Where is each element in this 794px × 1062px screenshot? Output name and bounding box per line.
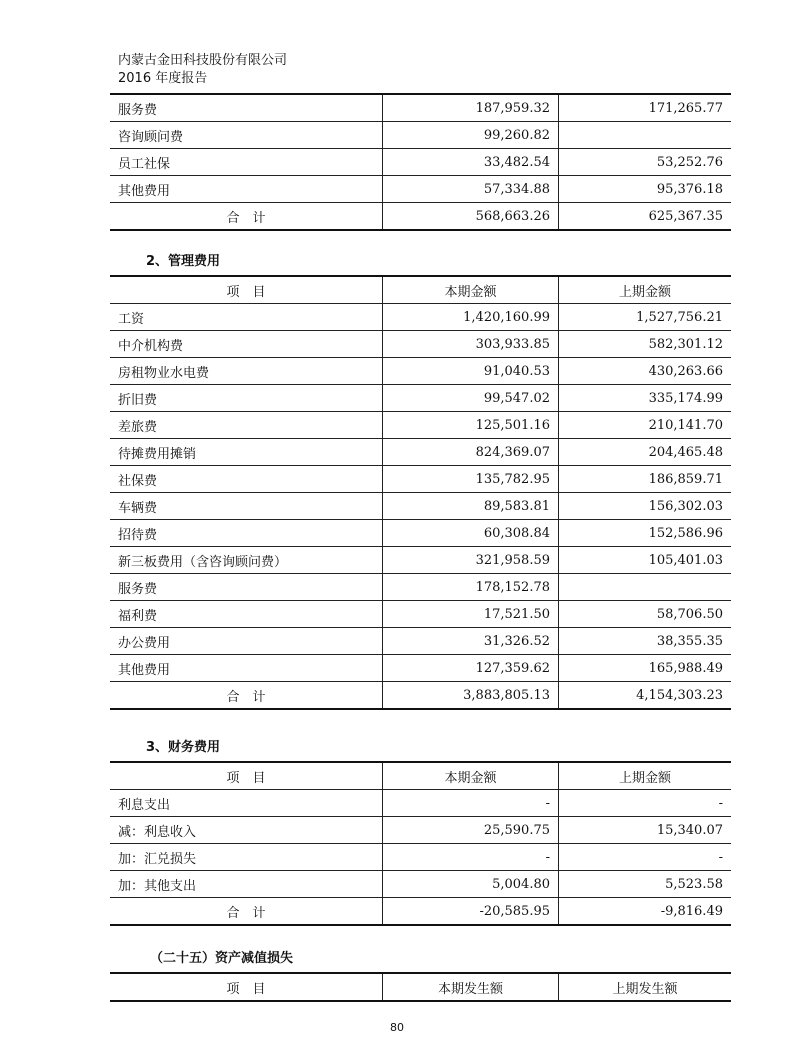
total-label: 合 计 — [110, 203, 383, 231]
prior-amount-cell: 1,527,756.21 — [559, 304, 732, 331]
item-cell: 员工社保 — [110, 149, 383, 176]
current-amount-cell: 25,590.75 — [383, 817, 559, 844]
current-amount-cell: 5,004.80 — [383, 871, 559, 898]
current-amount-cell: 187,959.32 — [383, 94, 559, 122]
header-item: 项 目 — [110, 973, 383, 1001]
table-row — [110, 331, 731, 358]
current-amount-cell: 31,326.52 — [383, 628, 559, 655]
table-row — [110, 149, 731, 176]
table-row — [110, 520, 731, 547]
report-title: 2016 年度报告 — [118, 71, 208, 86]
current-amount-cell: 91,040.53 — [383, 358, 559, 385]
prior-amount-cell: 152,586.96 — [559, 520, 732, 547]
item-cell: 房租物业水电费 — [110, 358, 383, 385]
total-label: 合 计 — [110, 898, 383, 926]
prior-amount-cell — [559, 574, 732, 601]
total-prior: -9,816.49 — [559, 898, 732, 926]
section-title-admin-expenses: 2、管理费用 — [146, 254, 221, 269]
header-prior: 上期金额 — [559, 762, 732, 790]
prior-amount-cell: 204,465.48 — [559, 439, 732, 466]
prior-amount-cell: 38,355.35 — [559, 628, 732, 655]
item-cell: 服务费 — [110, 94, 383, 122]
item-cell: 减：利息收入 — [110, 817, 383, 844]
current-amount-cell: 125,501.16 — [383, 412, 559, 439]
selling-expense-table — [110, 93, 731, 231]
header-current: 本期金额 — [383, 276, 559, 304]
prior-amount-cell: 210,141.70 — [559, 412, 732, 439]
current-amount-cell: 17,521.50 — [383, 601, 559, 628]
current-amount-cell: 824,369.07 — [383, 439, 559, 466]
prior-amount-cell: 156,302.03 — [559, 493, 732, 520]
current-amount-cell: 99,547.02 — [383, 385, 559, 412]
item-cell: 待摊费用摊销 — [110, 439, 383, 466]
prior-amount-cell: - — [559, 790, 732, 817]
current-amount-cell: 303,933.85 — [383, 331, 559, 358]
total-current: -20,585.95 — [383, 898, 559, 926]
table-row — [110, 176, 731, 203]
total-label: 合 计 — [110, 682, 383, 710]
table-row — [110, 547, 731, 574]
current-amount-cell: - — [383, 844, 559, 871]
page-header — [118, 52, 287, 88]
company-name: 内蒙古金田科技股份有限公司 — [118, 53, 288, 68]
item-cell: 加：汇兑损失 — [110, 844, 383, 871]
impairment-table — [110, 972, 731, 1002]
item-cell: 中介机构费 — [110, 331, 383, 358]
prior-amount-cell: 53,252.76 — [559, 149, 732, 176]
item-cell: 福利费 — [110, 601, 383, 628]
table-row — [110, 493, 731, 520]
item-cell: 新三板费用（含咨询顾问费） — [110, 547, 383, 574]
header-current: 本期发生额 — [383, 973, 559, 1001]
item-cell: 办公费用 — [110, 628, 383, 655]
item-cell: 其他费用 — [110, 176, 383, 203]
table-row — [110, 439, 731, 466]
table-row — [110, 466, 731, 493]
table-header-row — [110, 762, 731, 790]
current-amount-cell: 89,583.81 — [383, 493, 559, 520]
finance-expense-table — [110, 761, 731, 926]
current-amount-cell: - — [383, 790, 559, 817]
total-prior: 4,154,303.23 — [559, 682, 732, 710]
item-cell: 社保费 — [110, 466, 383, 493]
current-amount-cell: 1,420,160.99 — [383, 304, 559, 331]
current-amount-cell: 60,308.84 — [383, 520, 559, 547]
header-prior: 上期发生额 — [559, 973, 732, 1001]
current-amount-cell: 57,334.88 — [383, 176, 559, 203]
item-cell: 咨询顾问费 — [110, 122, 383, 149]
prior-amount-cell: 95,376.18 — [559, 176, 732, 203]
total-current: 3,883,805.13 — [383, 682, 559, 710]
table-row — [110, 601, 731, 628]
table-row — [110, 790, 731, 817]
table-row — [110, 871, 731, 898]
item-cell: 折旧费 — [110, 385, 383, 412]
table-header-row — [110, 973, 731, 1001]
table-row — [110, 122, 731, 149]
table-row — [110, 655, 731, 682]
total-current: 568,663.26 — [383, 203, 559, 231]
current-amount-cell: 99,260.82 — [383, 122, 559, 149]
header-item: 项 目 — [110, 762, 383, 790]
table-row — [110, 385, 731, 412]
current-amount-cell: 135,782.95 — [383, 466, 559, 493]
section-title-impairment-loss: （二十五）资产减值损失 — [150, 951, 294, 966]
prior-amount-cell: 335,174.99 — [559, 385, 732, 412]
total-row — [110, 898, 731, 926]
prior-amount-cell: 105,401.03 — [559, 547, 732, 574]
item-cell: 差旅费 — [110, 412, 383, 439]
current-amount-cell: 178,152.78 — [383, 574, 559, 601]
current-amount-cell: 33,482.54 — [383, 149, 559, 176]
table-row — [110, 628, 731, 655]
item-cell: 招待费 — [110, 520, 383, 547]
table-row — [110, 817, 731, 844]
prior-amount-cell — [559, 122, 732, 149]
table-row — [110, 94, 731, 122]
prior-amount-cell: 5,523.58 — [559, 871, 732, 898]
header-current: 本期金额 — [383, 762, 559, 790]
item-cell: 其他费用 — [110, 655, 383, 682]
prior-amount-cell: 15,340.07 — [559, 817, 732, 844]
current-amount-cell: 127,359.62 — [383, 655, 559, 682]
prior-amount-cell: 582,301.12 — [559, 331, 732, 358]
total-prior: 625,367.35 — [559, 203, 732, 231]
item-cell: 加：其他支出 — [110, 871, 383, 898]
total-row — [110, 203, 731, 231]
item-cell: 车辆费 — [110, 493, 383, 520]
header-item: 项 目 — [110, 276, 383, 304]
table-row — [110, 844, 731, 871]
admin-expense-table — [110, 275, 731, 710]
table-header-row — [110, 276, 731, 304]
prior-amount-cell: 58,706.50 — [559, 601, 732, 628]
table-row — [110, 574, 731, 601]
page-number: 80 — [390, 1021, 404, 1034]
item-cell: 工资 — [110, 304, 383, 331]
prior-amount-cell: 171,265.77 — [559, 94, 732, 122]
table-row — [110, 358, 731, 385]
total-row — [110, 682, 731, 710]
current-amount-cell: 321,958.59 — [383, 547, 559, 574]
header-prior: 上期金额 — [559, 276, 732, 304]
item-cell: 利息支出 — [110, 790, 383, 817]
table-row — [110, 304, 731, 331]
prior-amount-cell: 165,988.49 — [559, 655, 732, 682]
prior-amount-cell: - — [559, 844, 732, 871]
section-title-finance-expenses: 3、财务费用 — [146, 740, 221, 755]
prior-amount-cell: 430,263.66 — [559, 358, 732, 385]
prior-amount-cell: 186,859.71 — [559, 466, 732, 493]
table-row — [110, 412, 731, 439]
item-cell: 服务费 — [110, 574, 383, 601]
